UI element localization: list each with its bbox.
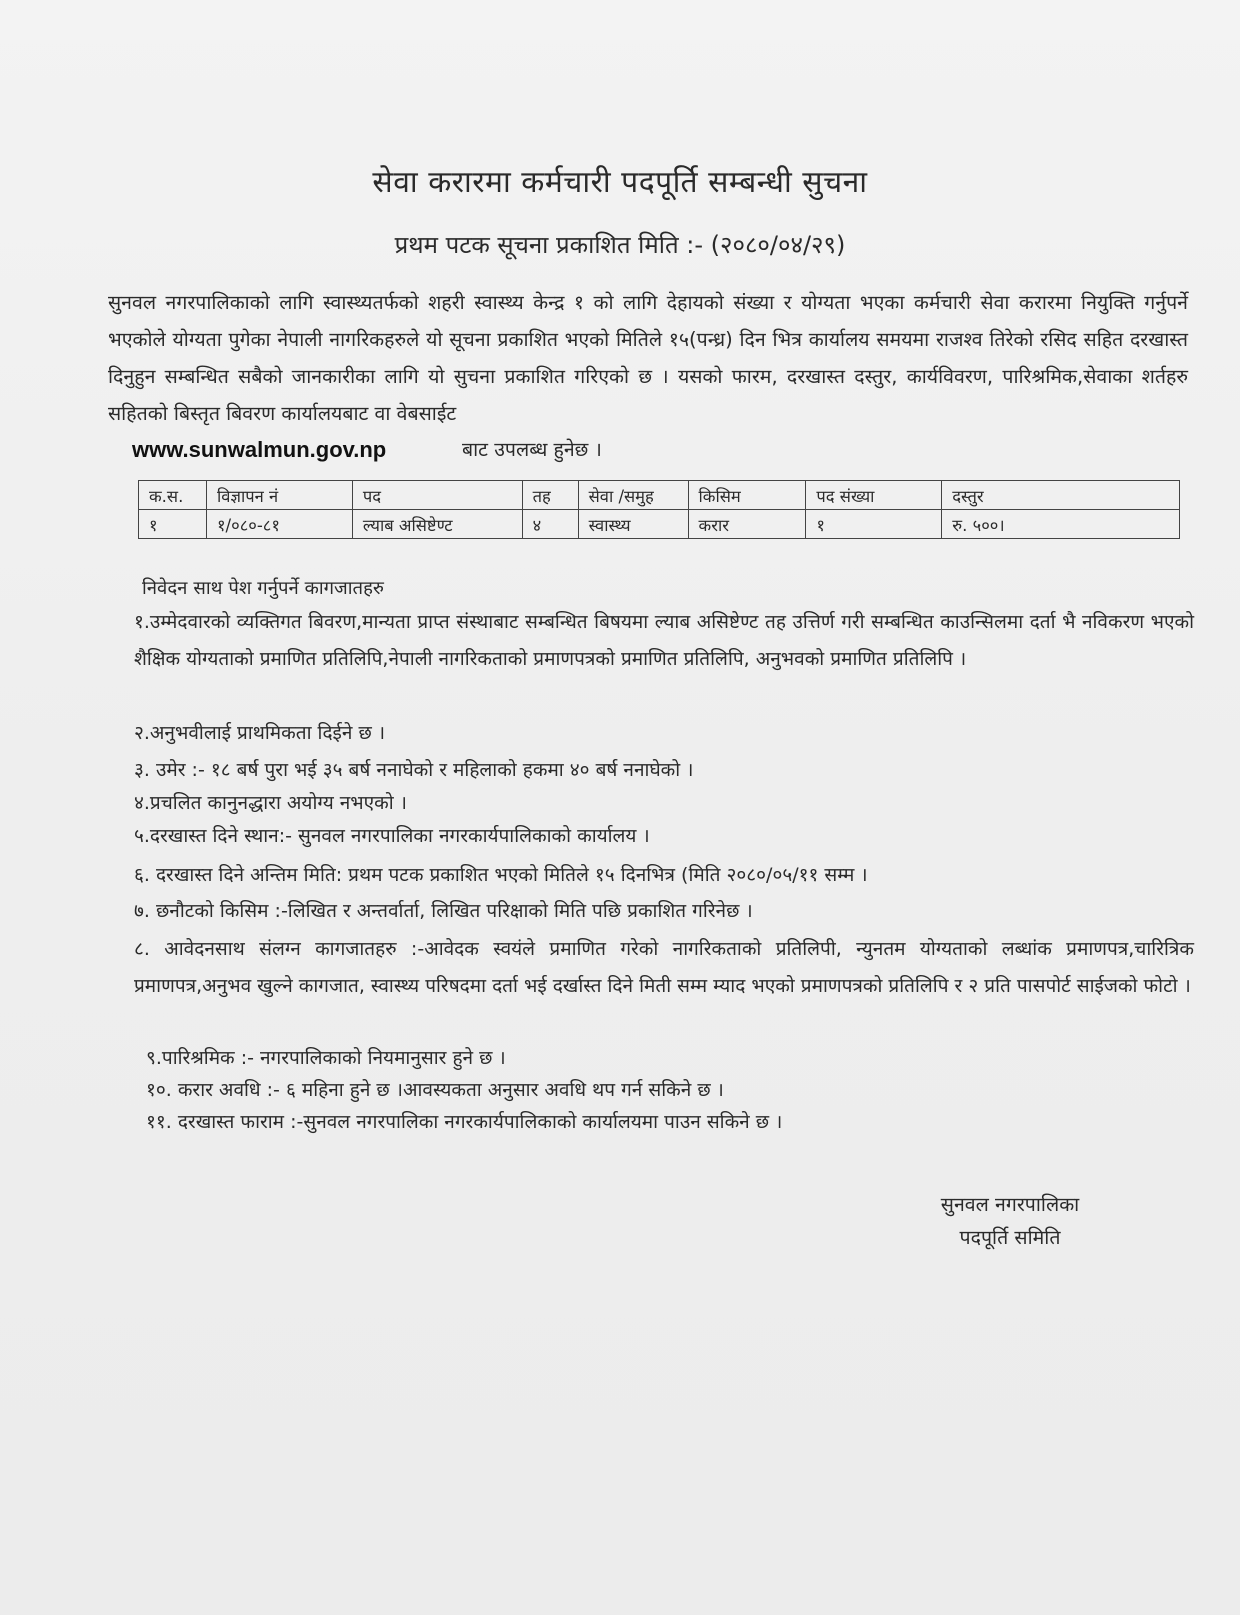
documents-heading: निवेदन साथ पेश गर्नुपर्ने कागजातहरु [142, 578, 384, 599]
list-item: ५.दरखास्त दिने स्थान:- सुनवल नगरपालिका नगरकार्यपालिकाको कार्यालय । [134, 825, 650, 847]
vacancy-table [138, 480, 1180, 539]
signature-committee: पदपूर्ति समिति [959, 1226, 1061, 1249]
col-header-serial: क.स. [139, 481, 207, 510]
list-item: ३. उमेर :- १८ बर्ष पुरा भई ३५ बर्ष ननाघेको र महिलाको हकमा ४० बर्ष ननाघेको । [134, 759, 694, 781]
notice-intro-paragraph: सुनवल नगरपालिकाको लागि स्वास्थ्यतर्फको शहरी स्वास्थ्य केन्द्र १ को लागि देहायको संख्या र योग्यता भएका कर्मचारी सेवा करारमा नियुक्ति गर्नुपर्ने भएकोले योग्यता पुगेका नेपाली नागरिकहरुले यो सूचना प्रकाशित भएको मितिले १५(पन्ध्र) दिन भित्र कार्यालय समयमा राजश्व तिरेको रसिद सहित दरखास्त दिनुहुन सम्बन्धित सबैको जानकारीका लागि यो सुचना प्रकाशित गरिएको छ । यसको फारम, दरखास्त दस्तुर, कार्यविवरण, पारिश्रमिक,सेवाका शर्तहरु सहितको बिस्तृत बिवरण कार्यालयबाट वा वेबसाईट [108, 291, 1188, 425]
vacancy-table-header-row [139, 481, 1180, 510]
cell-post-count: १ [806, 510, 942, 539]
website-line [132, 437, 1132, 473]
col-header-type: किसिम [688, 481, 806, 510]
signature-municipality: सुनवल नगरपालिका [940, 1193, 1080, 1216]
cell-fee: रु. ५००। [942, 510, 1180, 539]
notice-publish-date: प्रथम पटक सूचना प्रकाशित मिति :- (२०८०/०४/२९) [394, 231, 846, 259]
website-address: www.sunwalmun.gov.np [132, 437, 387, 462]
list-item: ८. आवेदनसाथ संलग्न कागजातहरु :-आवेदक स्वयंले प्रमाणित गरेको नागरिकताको प्रतिलिपी, न्युनतम योग्यताको लब्धांक प्रमाणपत्र,चारित्रिक प्रमाणपत्र,अनुभव खुल्ने कागजात, स्वास्थ्य परिषदमा दर्ता भई दर्खास्त दिने मिती सम्म म्याद भएको प्रमाणपत्रको प्रतिलिपि र २ प्रति पासपोर्ट साईजको फोटो । [134, 938, 1194, 997]
signature-block [900, 1188, 1120, 1254]
col-header-post-count: पद संख्या [806, 481, 942, 510]
col-header-ad-number: विज्ञापन नं [206, 481, 352, 510]
cell-post: ल्याब असिष्टेण्ट [352, 510, 522, 539]
notice-title: सेवा करारमा कर्मचारी पदपूर्ति सम्बन्धी सुचना [372, 165, 868, 200]
col-header-post: पद [352, 481, 522, 510]
list-item: २.अनुभवीलाई प्राथमिकता दिईने छ । [134, 722, 386, 744]
cell-service-group: स्वास्थ्य [578, 510, 688, 539]
col-header-service-group: सेवा /समुह [578, 481, 688, 510]
cell-type: करार [688, 510, 806, 539]
list-item: ९.पारिश्रमिक :- नगरपालिकाको नियमानुसार हुने छ । [146, 1047, 506, 1069]
list-item: ७. छनौटको किसिम :-लिखित र अन्तर्वार्ता, लिखित परिक्षाको मिति पछि प्रकाशित गरिनेछ । [134, 900, 753, 922]
list-item: १०. करार अवधि :- ६ महिना हुने छ ।आवस्यकता अनुसार अवधि थप गर्न सकिने छ । [146, 1079, 724, 1101]
cell-ad-number: १/०८०-८१ [206, 510, 352, 539]
list-item: ४.प्रचलित कानुनद्धारा अयोग्य नभएको । [134, 792, 407, 814]
list-item: ११. दरखास्त फाराम :-सुनवल नगरपालिका नगरकार्यपालिकाको कार्यालयमा पाउन सकिने छ । [146, 1111, 783, 1133]
list-item: १.उम्मेदवारको व्यक्तिगत बिवरण,मान्यता प्राप्त संस्थाबाट सम्बन्धित बिषयमा ल्याब असिष्टेण्ट तह उत्तिर्ण गरी सम्बन्धित काउन्सिलमा दर्ता भै नविकरण भएको शैक्षिक योग्यताको प्रमाणित प्रतिलिपि,नेपाली नागरिकताको प्रमाणपत्रको प्रमाणित प्रतिलिपि, अनुभवको प्रमाणित प्रतिलिपि । [134, 611, 1194, 670]
list-item: ६. दरखास्त दिने अन्तिम मिति: प्रथम पटक प्रकाशित भएको मितिले १५ दिनभित्र (मिति २०८०/०५/११ सम्म । [134, 864, 868, 886]
col-header-level: तह [522, 481, 578, 510]
cell-level: ४ [522, 510, 578, 539]
col-header-fee: दस्तुर [942, 481, 1180, 510]
website-suffix: बाट उपलब्ध हुनेछ । [462, 438, 602, 461]
cell-serial: १ [139, 510, 207, 539]
table-row [139, 510, 1180, 539]
